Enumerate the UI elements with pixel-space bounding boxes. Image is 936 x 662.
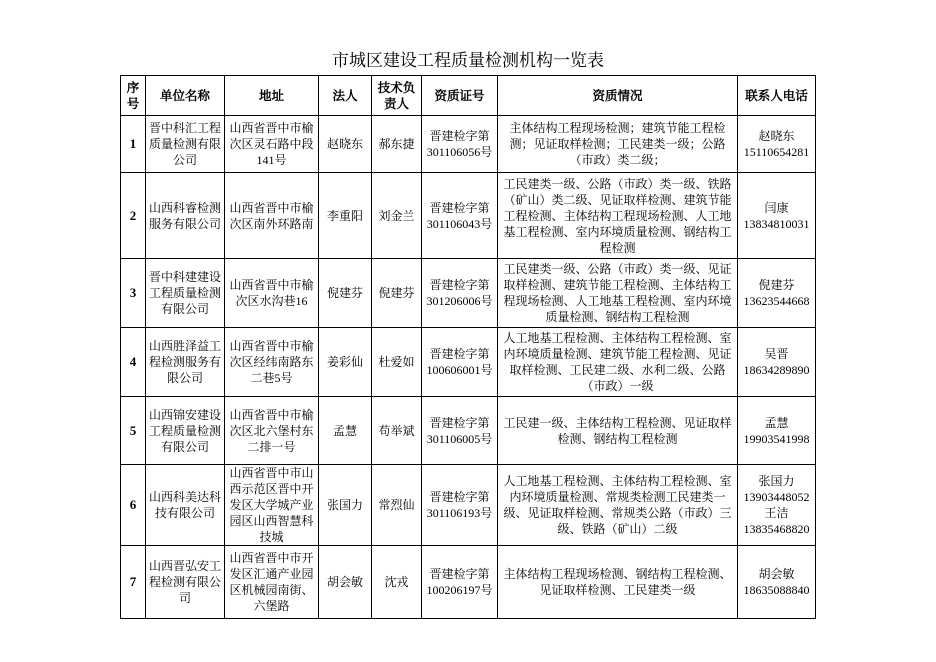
legal-text: 胡会敏 xyxy=(326,575,363,589)
cell-tech xyxy=(372,328,422,397)
tech-text: 沈戎 xyxy=(384,575,409,589)
address-text: 山西省晋中市山西示范区晋中开发区大学城产业园区山西智慧科技城 xyxy=(229,466,314,544)
legal-text: 姜彩仙 xyxy=(326,355,363,369)
cert-text: 晋建检字第301106005号 xyxy=(426,415,493,446)
cell-tech xyxy=(372,173,422,259)
cell-name xyxy=(146,546,225,619)
name-text: 晋中科汇工程质量检测有限公司 xyxy=(148,121,221,167)
no-text: 1 xyxy=(129,136,137,151)
table-row xyxy=(121,328,816,397)
cert-text: 晋建检字第100206197号 xyxy=(426,567,493,597)
page-title: 市城区建设工程质量检测机构一览表 xyxy=(332,51,604,70)
cell-address xyxy=(225,328,319,397)
cell-tech xyxy=(372,546,422,619)
cell-contact xyxy=(738,173,816,259)
qual-text: 工民建一级、主体结构工程检测、见证取样检测、钢结构工程检测 xyxy=(503,415,732,446)
qual-text: 工民建类一级、公路（市政）类一级、铁路（矿山）类二级、见证取样检测、建筑节能工程检测、主体结构工程现场检测、人工地基工程检测、室内环境质量检测、钢结构工程检测 xyxy=(503,176,732,255)
cell-address xyxy=(225,259,319,328)
no-text: 7 xyxy=(129,574,137,589)
cert-text: 晋建检字第301106056号 xyxy=(426,129,493,159)
cell-no xyxy=(121,173,146,259)
cell-no xyxy=(121,397,146,465)
cell-address xyxy=(225,116,319,173)
qual-text: 主体结构工程现场检测、钢结构工程检测、见证取样检测、工民建类一级 xyxy=(503,567,732,597)
table-row xyxy=(121,465,816,546)
address-text: 山西省晋中市榆次区北六堡村东二排一号 xyxy=(229,407,314,454)
address-text: 山西省晋中市榆次区灵石路中段141号 xyxy=(229,121,314,167)
cell-tech xyxy=(372,259,422,328)
cell-qual xyxy=(498,116,738,173)
legal-text: 倪建芬 xyxy=(326,286,363,300)
no-text: 2 xyxy=(129,207,137,223)
header-tech: 技术负责人 xyxy=(372,76,422,116)
legal-text: 赵晓东 xyxy=(326,137,363,151)
cell-legal xyxy=(319,465,372,546)
cell-address xyxy=(225,397,319,465)
contact-text: 闫康 13834810031 xyxy=(743,200,810,231)
cell-cert xyxy=(422,173,498,259)
cell-contact xyxy=(738,397,816,465)
qual-text: 工民建类一级、公路（市政）类一级、见证取样检测、建筑节能工程检测、主体结构工程现场检测、人工地基工程检测、室内环境质量检测、钢结构工程检测 xyxy=(503,262,732,324)
legal-text: 孟慧 xyxy=(332,423,357,438)
legal-text: 张国力 xyxy=(326,498,363,512)
no-text: 4 xyxy=(129,354,137,369)
header-legal: 法人 xyxy=(319,76,372,116)
cell-contact xyxy=(738,328,816,397)
name-text: 晋中科建建设工程质量检测有限公司 xyxy=(148,270,221,316)
cell-tech xyxy=(372,116,422,173)
name-text: 山西胜泽益工程检测服务有限公司 xyxy=(148,339,221,385)
cell-tech xyxy=(372,397,422,465)
cell-qual xyxy=(498,259,738,328)
cell-cert xyxy=(422,259,498,328)
tech-text: 郝东捷 xyxy=(378,137,415,151)
cell-name xyxy=(146,328,225,397)
header-no: 序号 xyxy=(121,76,146,116)
header-address: 地址 xyxy=(225,76,319,116)
cell-legal xyxy=(319,173,372,259)
contact-text: 张国力 13903448052 王洁 13835468820 xyxy=(743,474,810,536)
cert-text: 晋建检字第100606001号 xyxy=(426,347,493,377)
table-row xyxy=(121,173,816,259)
qual-text: 人工地基工程检测、主体结构工程检测、室内环境质量检测、建筑节能工程检测、见证取样检测、工民建二级、水利二级、公路（市政）一级 xyxy=(503,331,732,393)
cell-name xyxy=(146,397,225,465)
address-text: 山西省晋中市榆次区南外环路南 xyxy=(229,200,314,231)
cell-contact xyxy=(738,259,816,328)
cell-name xyxy=(146,173,225,259)
tech-text: 杜爱如 xyxy=(378,355,415,369)
cert-text: 晋建检字第301106043号 xyxy=(426,200,493,231)
contact-text: 吴晋 18634289890 xyxy=(743,347,810,377)
cell-address xyxy=(225,173,319,259)
contact-text: 倪建芬 13623544668 xyxy=(743,278,810,308)
no-text: 5 xyxy=(129,422,137,438)
cell-qual xyxy=(498,465,738,546)
cell-legal xyxy=(319,116,372,173)
cell-address xyxy=(225,546,319,619)
cert-text: 晋建检字第301106193号 xyxy=(426,490,493,520)
qual-text: 主体结构工程现场检测；建筑节能工程检测；见证取样检测；工民建类一级；公路（市政）类二级； xyxy=(509,121,726,167)
cell-qual xyxy=(498,546,738,619)
header-qual: 资质情况 xyxy=(498,76,738,116)
cell-cert xyxy=(422,116,498,173)
cell-cert xyxy=(422,465,498,546)
cell-name xyxy=(146,259,225,328)
contact-text: 胡会敏 18635088840 xyxy=(743,567,810,597)
header-cert: 资质证号 xyxy=(422,76,498,116)
cell-legal xyxy=(319,546,372,619)
cell-qual xyxy=(498,328,738,397)
tech-text: 倪建芬 xyxy=(378,286,415,300)
address-text: 山西省晋中市榆次区水沟巷16 xyxy=(229,278,314,308)
name-text: 山西锦安建设工程质量检测有限公司 xyxy=(148,407,221,454)
cell-name xyxy=(146,116,225,173)
cell-tech xyxy=(372,465,422,546)
cell-no xyxy=(121,328,146,397)
cell-cert xyxy=(422,546,498,619)
cert-text: 晋建检字第301206006号 xyxy=(426,278,493,308)
table-row xyxy=(121,259,816,328)
cell-no xyxy=(121,116,146,173)
qual-text: 人工地基工程检测、主体结构工程检测、室内环境质量检测、常规类检测工民建类一级、见证取样检测、常规类公路（市政）三级、铁路（矿山）二级 xyxy=(503,474,732,536)
cell-cert xyxy=(422,328,498,397)
no-text: 3 xyxy=(129,285,137,300)
cell-qual xyxy=(498,397,738,465)
header-contact: 联系人电话 xyxy=(738,76,816,116)
legal-text: 李重阳 xyxy=(326,208,363,223)
cell-legal xyxy=(319,259,372,328)
address-text: 山西省晋中市开发区汇通产业园区机械园南街、六堡路 xyxy=(229,551,314,613)
cell-address xyxy=(225,465,319,546)
cell-no xyxy=(121,465,146,546)
tech-text: 常烈仙 xyxy=(378,498,415,512)
name-text: 山西科睿检测服务有限公司 xyxy=(148,200,221,231)
tech-text: 苟举斌 xyxy=(378,423,415,438)
cell-no xyxy=(121,546,146,619)
name-text: 山西晋弘安工程检测有限公司 xyxy=(148,559,221,605)
contact-text: 赵晓东 15110654281 xyxy=(743,129,810,159)
table-row xyxy=(121,546,816,619)
cell-name xyxy=(146,465,225,546)
address-text: 山西省晋中市榆次区经纬南路东二巷5号 xyxy=(229,339,314,385)
cell-legal xyxy=(319,328,372,397)
name-text: 山西科美达科技有限公司 xyxy=(148,490,221,520)
cell-no xyxy=(121,259,146,328)
cell-qual xyxy=(498,173,738,259)
cell-contact xyxy=(738,116,816,173)
cell-legal xyxy=(319,397,372,465)
tech-text: 刘金兰 xyxy=(378,208,415,223)
header-row xyxy=(121,76,816,116)
no-text: 6 xyxy=(129,497,137,512)
cell-contact xyxy=(738,546,816,619)
cell-contact xyxy=(738,465,816,546)
table-row xyxy=(121,397,816,465)
cell-cert xyxy=(422,397,498,465)
agency-table xyxy=(120,75,816,619)
contact-text: 孟慧 19903541998 xyxy=(743,415,810,446)
header-name: 单位名称 xyxy=(146,76,225,116)
table-row xyxy=(121,116,816,173)
